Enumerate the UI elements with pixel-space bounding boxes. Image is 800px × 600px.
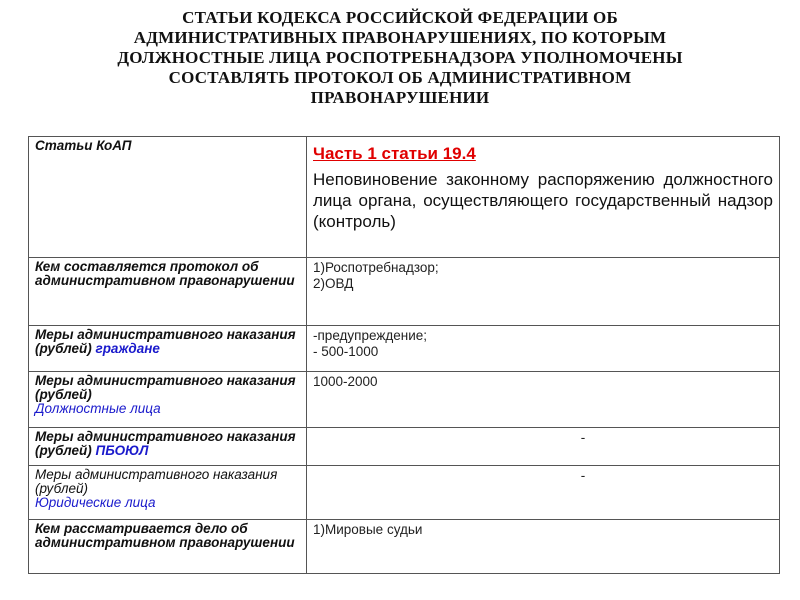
row-label-accent: Должностные лица (35, 401, 161, 416)
row-label-accent: ПБОЮЛ (95, 443, 149, 458)
title-line: ПРАВОНАРУШЕНИИ (310, 88, 490, 107)
value-line: - (580, 468, 586, 483)
title-line: АДМИНИСТРАТИВНЫХ ПРАВОНАРУШЕНИЯХ, ПО КОТОРЫМ (133, 28, 667, 47)
row-label-accent: граждане (95, 341, 160, 356)
row-label-accent: Юридические лица (35, 495, 156, 510)
value-line: - (580, 430, 586, 445)
value-line: 1)Роспотребнадзор; (313, 260, 439, 275)
row-value (307, 326, 780, 372)
row-label-text: Меры административного наказания (рублей) (35, 467, 278, 496)
row-value (307, 428, 780, 466)
table-row-review (29, 520, 780, 574)
row-label (29, 258, 307, 326)
row-value (307, 137, 780, 258)
row-label (29, 137, 307, 258)
article-title: Часть 1 статьи 19.4 (313, 144, 476, 163)
row-label-text: Меры административного наказания (рублей) (35, 327, 296, 356)
value-line: 2)ОВД (313, 276, 354, 291)
page-title (60, 8, 740, 108)
table-row-pboyul (29, 428, 780, 466)
title-line: ДОЛЖНОСТНЫЕ ЛИЦА РОСПОТРЕБНАДЗОРА УПОЛНОМОЧЕНЫ (117, 48, 683, 67)
title-line: СТАТЬИ КОДЕКСА РОССИЙСКОЙ ФЕДЕРАЦИИ ОБ (182, 8, 618, 27)
row-value (307, 372, 780, 428)
koap-table (28, 136, 780, 574)
value-line: 1000-2000 (313, 374, 378, 389)
row-value (307, 258, 780, 326)
row-label (29, 520, 307, 574)
row-value (307, 466, 780, 520)
row-label (29, 466, 307, 520)
value-line: -предупреждение; (313, 328, 427, 343)
article-description: Неповиновение законному распоряжению должностного лица органа, осуществляющего государственный надзор (контроль) (313, 170, 773, 231)
table-row-citizens (29, 326, 780, 372)
value-line: 1)Мировые судьи (313, 522, 423, 537)
row-label-text: Кем рассматривается дело об административном правонарушении (35, 521, 295, 550)
table-row-legal-entities (29, 466, 780, 520)
row-label (29, 428, 307, 466)
table-row-officials (29, 372, 780, 428)
row-label (29, 326, 307, 372)
row-label-text: Кем составляется протокол об административном правонарушении (35, 259, 295, 288)
title-line: СОСТАВЛЯТЬ ПРОТОКОЛ ОБ АДМИНИСТРАТИВНОМ (168, 68, 632, 87)
header-label: Статьи КоАП (35, 138, 132, 153)
row-label (29, 372, 307, 428)
table-row-protocol (29, 258, 780, 326)
value-line: - 500-1000 (313, 344, 379, 359)
row-value (307, 520, 780, 574)
row-label-text: Меры административного наказания (рублей) (35, 373, 296, 402)
table-row-articles (29, 137, 780, 258)
row-label-text: Меры административного наказания (рублей) (35, 429, 296, 458)
